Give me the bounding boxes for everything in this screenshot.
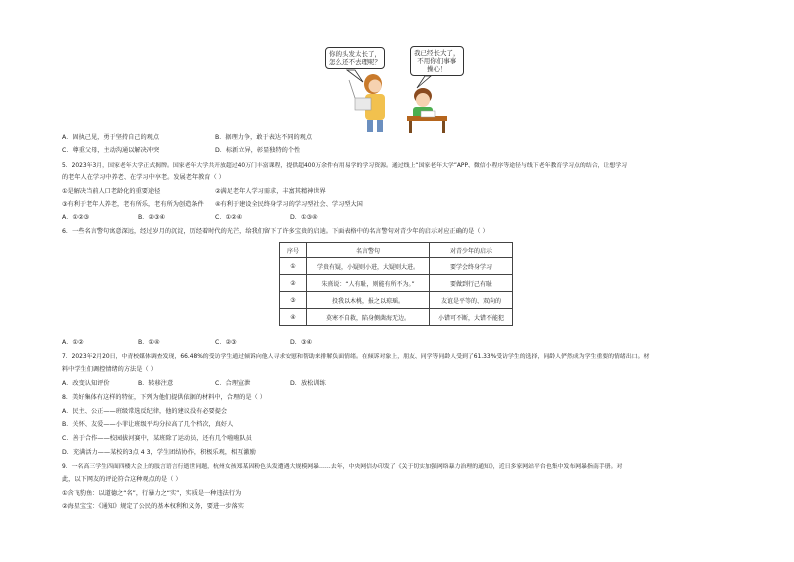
q8-option-c: C．善于合作——校园拔河赛中，某班除了运动员，还有几个啦啦队员: [62, 435, 252, 442]
q9-statement-1: ①含飞豹鱼：以道德之“名”，行暴力之“实”，实质是一种违法行为: [62, 490, 242, 497]
header-lesson: 对青少年的启示: [430, 243, 513, 258]
q5-statement-4: ④有利于建设全民终身学习的学习型社会、学习型大国: [215, 201, 363, 208]
q8-option-b: B．关怀、友爱——小菲让班级平均分拉高了几个档次，真好人: [62, 421, 234, 428]
q9-line2: 此，以下网友的评论符合这种观点的是（ ）: [62, 476, 182, 483]
row-number: ②: [280, 275, 307, 292]
table-row: [280, 258, 513, 275]
row-number: ④: [280, 309, 307, 326]
q5-line1: 5．2023年3月，国家老年大学正式揭牌。国家老年大学共开放超过40万门丰富课程，提供超400万余件有用易学的学习资源。通过线上“国家老年大学”APP、微信小程序等途径与线下老年教育学习点的结合，让想学习: [62, 163, 628, 169]
bubble-child-line2: 不用你们事事: [417, 57, 457, 65]
row-number: ①: [280, 258, 307, 275]
q5-option-c: C．①②④: [215, 214, 243, 221]
q5-line2: 的老年人在学习中养老、在学习中享老。发展老年教育（ ）: [62, 174, 225, 181]
prev-option-a: A．固执己见，勇于坚持自己的观点: [62, 134, 160, 141]
prev-option-d: D．标新立异，彰显独特的个性: [215, 147, 301, 154]
q8-option-a: A．民主、公正——班级常选反纪律，他的建议没有必要提会: [62, 408, 228, 415]
q5-option-d: D．①③④: [290, 214, 318, 221]
q5-statement-2: ②满足老年人学习需求，丰富其精神世界: [215, 188, 326, 195]
row-number: ③: [280, 292, 307, 309]
q6-option-b: B．①④: [138, 339, 160, 346]
q5-option-b: B．②③④: [138, 214, 166, 221]
row-lesson: 要学会终身学习: [430, 258, 513, 275]
row-lesson: 要做到行己有耻: [430, 275, 513, 292]
q9-statement-2: ②海星宝宝：《通知》规定了公民的基本权利和义务，要进一步落实: [62, 503, 244, 510]
row-maxim: 朱熹说：“人有耻，则能有所不为。”: [307, 275, 430, 292]
q7-option-c: C．合理宣泄: [215, 380, 251, 387]
row-maxim: 投我以木桃，报之以琼瑶。: [307, 292, 430, 309]
prev-option-c: C．尊重父母，主动沟通以解决冲突: [62, 147, 160, 154]
q5-statement-1: ①是解决当前人口老龄化的重要途径: [62, 188, 161, 195]
maxims-table: [279, 242, 513, 326]
q8-option-d: D．充满活力——某校的3点 4 3，学生团结协作，积极乐观，相互激励: [62, 449, 256, 456]
q8-line1: 8．美好集体有这样的特征，下列为他们提供依据的材料中，合理的是（ ）: [62, 394, 266, 401]
bubble-parent-line1: 你的头发太长了，: [329, 50, 381, 58]
q7-option-a: A．改变认知评价: [62, 380, 110, 387]
bubble-child-line3: 操心！: [427, 65, 447, 73]
row-maxim: 莫寒不自救，陷身侧菌海无边。: [307, 309, 430, 326]
q6-option-a: A．①②: [62, 339, 84, 346]
bubble-parent-line2: 怎么还不去理呢？: [329, 58, 381, 66]
table-row: [280, 275, 513, 292]
table-row: [280, 292, 513, 309]
header-maxim: 名言警句: [307, 243, 430, 258]
q6-line1: 6．一些名言警句寓意深远，经过岁月的沉淀，历经着时代的光芒，给我们留下了许多宝贵的启迪。下面表格中的名言警句对青少年的启示对应正确的是（ ）: [62, 228, 489, 235]
q5-option-a: A．①②③: [62, 214, 90, 221]
speech-bubble-child: [410, 46, 464, 76]
q6-option-c: C．②③: [215, 339, 237, 346]
q7-option-d: D．放松训练: [290, 380, 326, 387]
q7-line2: 料中学生们调控情绪的方法是（ ）: [62, 366, 157, 373]
q6-option-d: D．③④: [290, 339, 313, 346]
bubble-child-line1: 我已经长大了，: [414, 49, 460, 57]
prev-option-b: B．据理力争，敢于表达不同的观点: [215, 134, 313, 141]
row-maxim: 学贵有疑，小疑则小进，大疑则大进。: [307, 258, 430, 275]
table-row: [280, 309, 513, 326]
q5-statement-3: ③有利于老年人养老，老有所乐，老有所为创造条件: [62, 201, 204, 208]
table-header-row: [280, 243, 513, 258]
row-lesson: 友谊是平等的、双向的: [430, 292, 513, 309]
speech-bubble-parent: [325, 47, 385, 69]
cartoon-illustration: [325, 40, 475, 135]
q7-line1: 7．2023年2月20日，中青校媒体调查发现，66.48%的受访学生通过倾诉向他人寻求安慰和帮助来排解负面情绪。在倾诉对象上，朋友、同学等同龄人受到了61.33%受访学生的选择，同龄人俨然成为学生重要的情绪出口。材: [62, 354, 650, 360]
row-lesson: 小错可不断，大错不能犯: [430, 309, 513, 326]
q7-option-b: B．转移注意: [138, 380, 174, 387]
header-number: 序号: [280, 243, 307, 258]
q9-line1: 9．一名高三学生四面四楼大会上的肢言语言行逝世同题，杭州女孩郑某因粉色头发遭遇大规模网暴……去年，中央网信办印发了《关于切实加强网络暴力治理的通知》，近日多家网站平台也集中发布网暴指南手册。对: [62, 464, 623, 470]
